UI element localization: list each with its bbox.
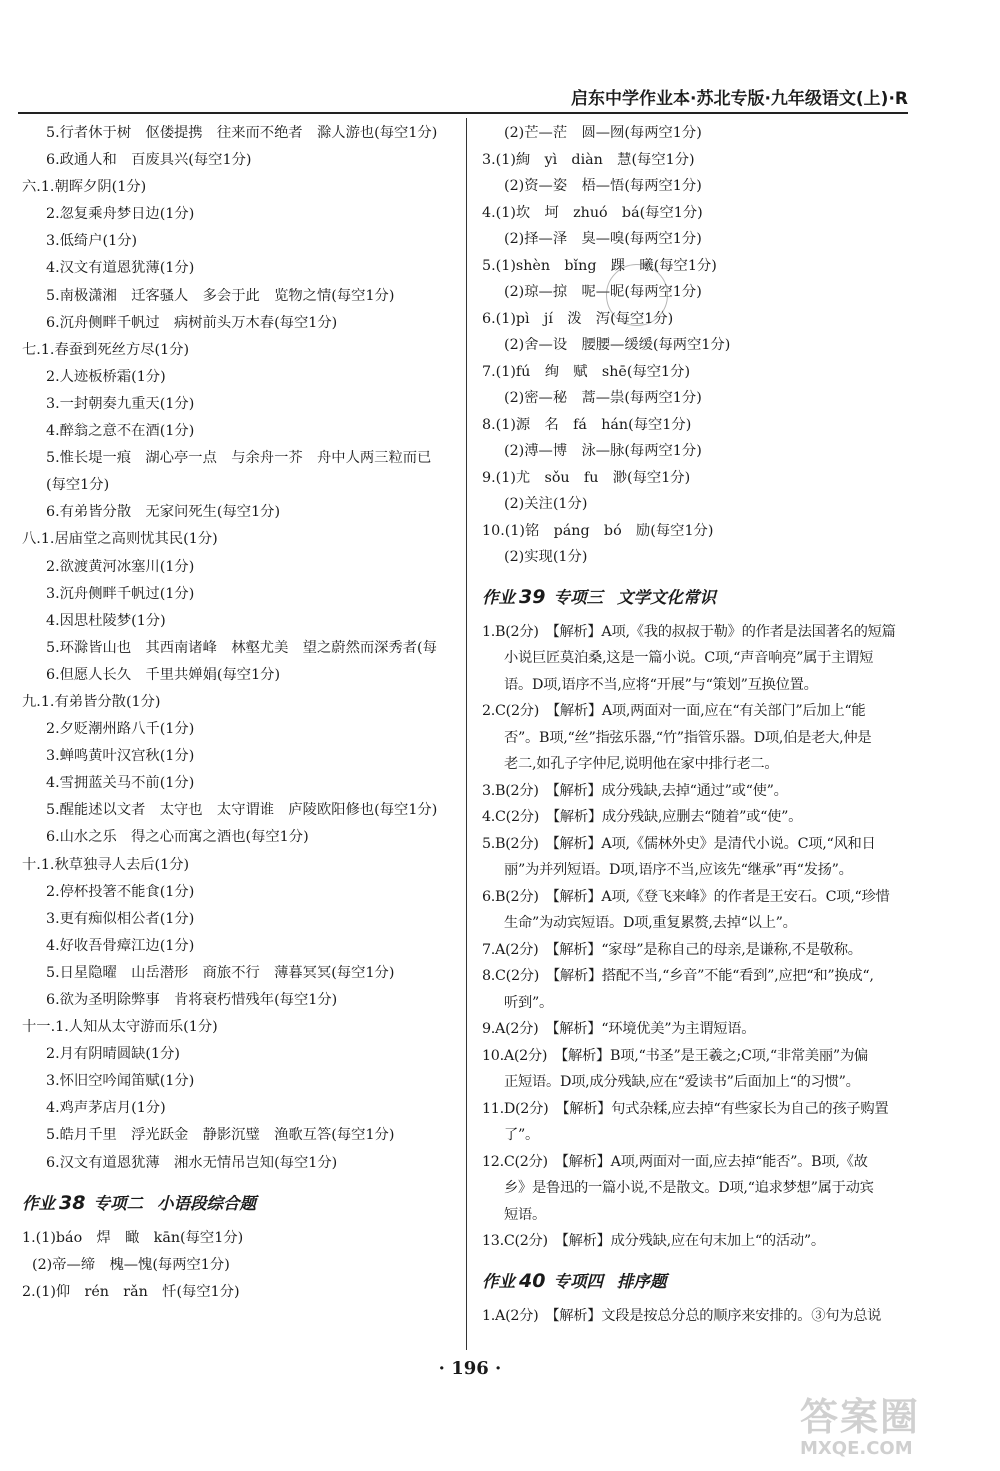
right-answer-list xyxy=(482,120,912,571)
answer-line: 小说巨匠莫泊桑,这是一篇小说。C项,“声音响亮”属于主谓短 xyxy=(504,650,874,666)
answer-line: 4.汉文有道恩犹薄(1分) xyxy=(46,260,195,277)
section-39-answers xyxy=(482,619,912,1255)
answer-line: 6.山水之乐 得之心而寓之酒也(每空1分) xyxy=(46,829,309,846)
answer-line: 2.夕贬潮州路八千(1分) xyxy=(46,721,195,738)
answer-line: (2)关注(1分) xyxy=(504,496,588,512)
site-watermark-logo: 答案圈 MXQE.COM xyxy=(800,1395,921,1459)
answer-line: 11.D(2分) 【解析】句式杂糅,应去掉“有些家长为自己的孩子购置 xyxy=(482,1100,889,1117)
answer-line: 7.A(2分) 【解析】“家母”是称自己的母亲,是谦称,不是敬称。 xyxy=(482,941,862,958)
answer-line: 2.欲渡黄河冰塞川(1分) xyxy=(46,558,195,575)
answer-line: 3.B(2分) 【解析】成分残缺,去掉“通过”或“使”。 xyxy=(482,782,788,799)
answer-line: 2.(1)仰 rén rǎn 忏(每空1分) xyxy=(22,1283,240,1300)
answer-line: 3.(1)絢 yì diàn 慧(每空1分) xyxy=(482,151,695,168)
answer-line: 7.(1)fú 绚 赋 shē(每空1分) xyxy=(482,363,691,380)
answer-line: 5.惟长堤一痕 湖心亭一点 与余舟一芥 舟中人两三粒而已 xyxy=(46,450,432,467)
answer-line: 3.更有痴似相公者(1分) xyxy=(46,910,195,927)
header-rule xyxy=(18,112,908,114)
answer-line: 6.但愿人长久 千里共婵娟(每空1分) xyxy=(46,666,281,683)
left-column xyxy=(22,120,460,1306)
answer-line: 1.A(2分) 【解析】文段是按总分总的顺序来安排的。③句为总说 xyxy=(482,1307,882,1324)
answer-line: 9.(1)尤 sǒu fu 渺(每空1分) xyxy=(482,469,691,486)
answer-line: 九.1.有弟皆分散(1分) xyxy=(22,693,161,710)
section-heading-40: 作业 40 专项四 排序题 xyxy=(482,1269,667,1292)
answer-line: 3.低绮户(1分) xyxy=(46,233,138,250)
column-divider xyxy=(466,118,467,1350)
answer-line: 老二,如孔子字仲尼,说明他在家中排行老二。 xyxy=(504,756,779,772)
answer-line: (2)帝—缔 槐—愧(每两空1分) xyxy=(32,1256,230,1273)
answer-line: 6.欲为圣明除弊事 肯将衰朽惜残年(每空1分) xyxy=(46,992,338,1008)
answer-line: 3.蝉鸣黄叶汉宫秋(1分) xyxy=(46,748,195,765)
answer-line: 5.环滁皆山也 其西南诸峰 林壑尤美 望之蔚然而深秀者(每 xyxy=(46,639,437,656)
answer-line: (2)资—姿 梧—悟(每两空1分) xyxy=(504,178,702,194)
running-header: 启东中学作业本·苏北专版·九年级语文(上)·R xyxy=(570,89,908,109)
answer-line: 否”。B项,“丝”指弦乐器,“竹”指管乐器。D项,伯是老大,仲是 xyxy=(504,729,872,746)
answer-line: 5.皓月千里 浮光跃金 静影沉璧 渔歌互答(每空1分) xyxy=(46,1127,395,1144)
answer-line: 5.南极潇湘 迁客骚人 多会于此 览物之情(每空1分) xyxy=(46,287,395,304)
answer-line: 2.人迹板桥霜(1分) xyxy=(46,368,166,385)
page-number: · 196 · xyxy=(438,1358,502,1379)
answer-line: 9.A(2分) 【解析】“环境优美”为主谓短语。 xyxy=(482,1021,756,1037)
answer-line: 4.鸡声茅店月(1分) xyxy=(46,1100,166,1117)
answer-line: 1.B(2分) 【解析】A项,《我的叔叔于勒》的作者是法国著名的短篇 xyxy=(482,623,896,640)
answer-line: 5.日星隐曜 山岳潜形 商旅不行 薄暮冥冥(每空1分) xyxy=(46,964,395,981)
answer-line: (2)实现(1分) xyxy=(504,549,588,565)
answer-line: 生命”为动宾短语。D项,重复累赘,去掉“以上”。 xyxy=(504,915,797,931)
answer-line: 八.1.居庙堂之高则忧其民(1分) xyxy=(22,531,218,548)
answer-line: 10.(1)铭 páng bó 励(每空1分) xyxy=(482,522,714,539)
answer-line: 3.沉舟侧畔千帆过(1分) xyxy=(46,585,195,602)
answer-line: 听到”。 xyxy=(504,994,553,1011)
answer-line: 1.(1)báo 焊 瞰 kān(每空1分) xyxy=(22,1229,244,1246)
answer-line: 了”。 xyxy=(504,1127,540,1143)
answer-line: 十.1.秋草独寻人去后(1分) xyxy=(22,856,190,873)
answer-line: 4.雪拥蓝关马不前(1分) xyxy=(46,775,195,792)
answer-line: 4.因思杜陵梦(1分) xyxy=(46,612,166,629)
answer-line: (2)芒—茫 圆—囫(每两空1分) xyxy=(504,125,702,141)
answer-line: 4.好收吾骨瘴江边(1分) xyxy=(46,937,195,954)
section-40-answers xyxy=(482,1303,912,1330)
answer-line: (2)琼—掠 呢—昵(每两空1分) xyxy=(504,284,702,300)
answer-line: 6.有弟皆分散 无家问死生(每空1分) xyxy=(46,504,281,521)
answer-line: (2)密—秘 蒿—祟(每两空1分) xyxy=(504,390,702,406)
answer-line: 乡》是鲁迅的一篇小说,不是散文。D项,“追求梦想”属于动宾 xyxy=(504,1180,874,1196)
answer-line: 4.(1)坎 坷 zhuó bá(每空1分) xyxy=(482,204,703,221)
answer-line: 4.C(2分) 【解析】成分残缺,应删去“随着”或“使”。 xyxy=(482,809,803,825)
answer-line: 6.B(2分) 【解析】A项,《登飞来峰》的作者是王安石。C项,“珍惜 xyxy=(482,888,890,905)
answer-line: 10.A(2分) 【解析】B项,“书圣”是王羲之;C项,“非常美丽”为偏 xyxy=(482,1047,868,1064)
answer-line: 6.沉舟侧畔千帆过 病树前头万木春(每空1分) xyxy=(46,314,338,331)
answer-line: 语。D项,语序不当,应将“开展”与“策划”互换位置。 xyxy=(504,676,818,693)
section-heading-38: 作业 38 专项二 小语段综合题 xyxy=(22,1191,256,1214)
answer-line: 6.政通人和 百废具兴(每空1分) xyxy=(46,152,252,169)
answer-line: 5.醒能述以文者 太守也 太守谓谁 庐陵欧阳修也(每空1分) xyxy=(46,802,438,819)
answer-line: 十一.1.人知从太守游而乐(1分) xyxy=(22,1019,218,1036)
section-heading-39: 作业 39 专项三 文学文化常识 xyxy=(482,585,716,608)
answer-line: (2)舍—设 腰腰—缓缓(每两空1分) xyxy=(504,337,731,353)
right-column xyxy=(482,120,912,1329)
answer-line: 3.怀旧空吟闻笛赋(1分) xyxy=(46,1073,195,1090)
answer-line: 2.停杯投箸不能食(1分) xyxy=(46,883,195,900)
answer-line: 5.(1)shèn bǐng 踝 曦(每空1分) xyxy=(482,257,717,274)
answer-line: 8.C(2分) 【解析】搭配不当,“乡音”不能“看到”,应把“和”换成“, xyxy=(482,968,874,984)
answer-line: 4.醉翁之意不在酒(1分) xyxy=(46,423,195,440)
answer-line: 12.C(2分) 【解析】A项,两面对一面,应去掉“能否”。B项,《故 xyxy=(482,1153,868,1170)
faint-stamp xyxy=(606,264,668,326)
answer-line: 七.1.春蚕到死丝方尽(1分) xyxy=(22,341,190,358)
answer-line: 8.(1)源 名 fá hán(每空1分) xyxy=(482,416,692,433)
answer-line: 正短语。D项,成分残缺,应在“爱读书”后面加上“的习惯”。 xyxy=(504,1074,860,1090)
answer-line: 13.C(2分) 【解析】成分残缺,应在句末加上“的活动”。 xyxy=(482,1233,825,1249)
answer-line: 3.一封朝奏九重天(1分) xyxy=(46,395,195,412)
answer-line: 2.C(2分) 【解析】A项,两面对一面,应在“有关部门”后加上“能 xyxy=(482,703,866,719)
answer-line: 5.B(2分) 【解析】A项,《儒林外史》是清代小说。C项,“风和日 xyxy=(482,835,876,852)
answer-line: 6.(1)pì jí 泼 泻(每空1分) xyxy=(482,310,674,327)
answer-line: (2)溥—博 泳—脉(每两空1分) xyxy=(504,443,702,459)
answer-line: 2.月有阴晴圆缺(1分) xyxy=(46,1046,180,1063)
answer-line: (每空1分) xyxy=(46,477,110,494)
answer-line: 丽”为并列短语。D项,语序不当,应该先“继承”再“发扬”。 xyxy=(504,862,853,878)
answer-line: 短语。 xyxy=(504,1206,546,1223)
answer-line: 六.1.朝晖夕阴(1分) xyxy=(22,179,147,196)
answer-line: 5.行者休于树 伛偻提携 往来而不绝者 滁人游也(每空1分) xyxy=(46,125,438,141)
answer-line: 6.汉文有道恩犹薄 湘水无情吊岂知(每空1分) xyxy=(46,1154,338,1171)
answer-line: 2.忽复乘舟梦日边(1分) xyxy=(46,206,195,223)
answer-line: (2)择—泽 臭—嗅(每两空1分) xyxy=(504,231,702,247)
left-answer-list xyxy=(22,120,460,1177)
section-38-answers xyxy=(22,1225,460,1306)
